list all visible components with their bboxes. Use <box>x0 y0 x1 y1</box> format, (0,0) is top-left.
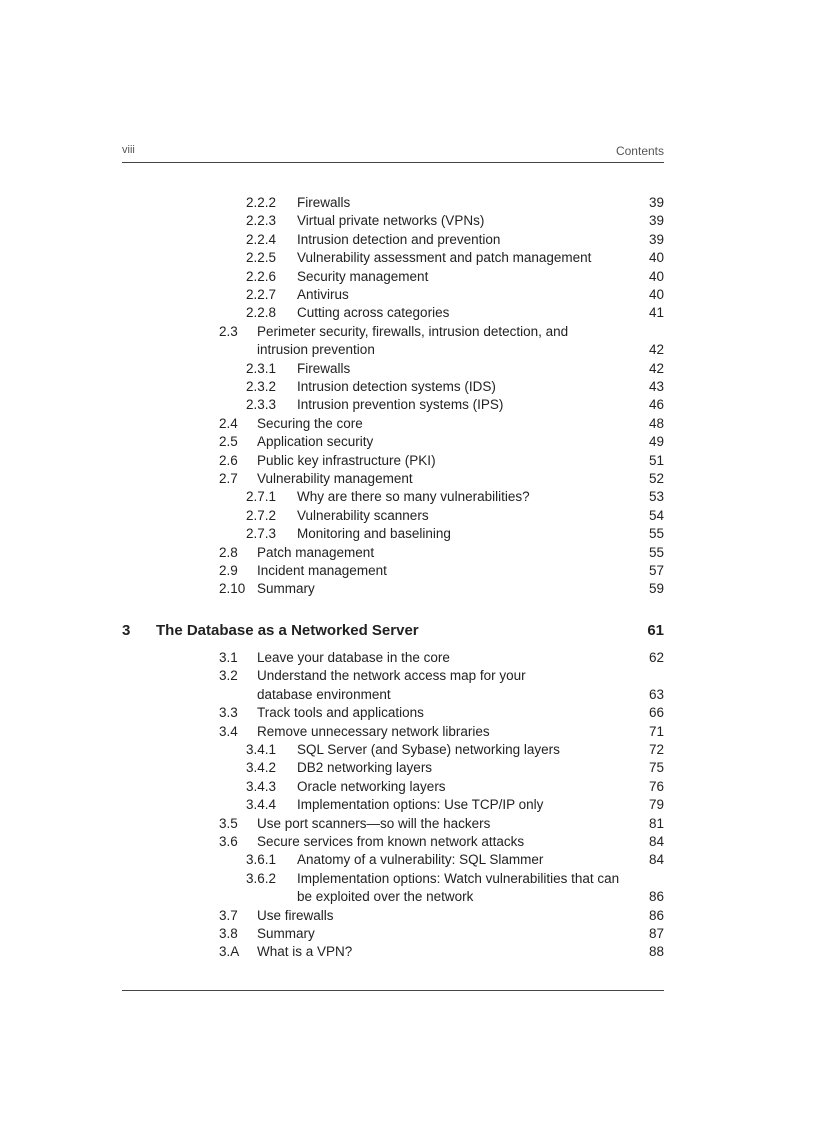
section-number: 3.8 <box>219 926 238 941</box>
section-number: 3.3 <box>219 705 238 721</box>
section-title: Cutting across categories <box>297 305 450 321</box>
section-number: 3.5 <box>219 815 238 831</box>
section-page: 81 <box>648 815 664 831</box>
section-title: Firewalls <box>297 360 351 376</box>
section-page <box>600 323 664 341</box>
section-page: 52 <box>648 471 664 486</box>
section-number: 2.2.4 <box>246 231 277 247</box>
section-number: 2.2.2 <box>246 195 277 210</box>
section-number: 2.2.7 <box>246 287 277 302</box>
section-page: 66 <box>648 705 664 721</box>
section-number: 2.2.8 <box>246 305 277 321</box>
section-page: 43 <box>648 379 664 394</box>
section-title: Public key infrastructure (PKI) <box>257 452 436 468</box>
section-page: 72 <box>648 742 664 757</box>
section-page: 62 <box>648 650 664 665</box>
section-number: 2.4 <box>219 415 238 431</box>
section-page: 59 <box>648 581 664 597</box>
section-number: 3.4.3 <box>246 778 277 794</box>
chapter-page: 61 <box>647 622 664 639</box>
section-title: Summary <box>257 926 315 941</box>
footer-rule <box>122 990 664 991</box>
section-number: 2.2.3 <box>246 213 277 229</box>
section-number: 2.7 <box>219 471 238 486</box>
section-page: 63 <box>648 686 664 702</box>
section-page: 71 <box>648 723 664 739</box>
section-title: Incident management <box>257 563 387 578</box>
section-page: 57 <box>648 563 664 578</box>
section-title: Remove unnecessary network libraries <box>257 723 490 739</box>
section-title: Intrusion detection and prevention <box>297 231 501 247</box>
chapter-heading[interactable] <box>122 621 664 641</box>
section-title: Anatomy of a vulnerability: SQL Slammer <box>297 852 544 868</box>
section-number: 3.6.2 <box>246 870 277 886</box>
section-number: 3.4.2 <box>246 760 277 776</box>
section-title: be exploited over the network <box>297 889 474 905</box>
section-number: 2.3.1 <box>246 360 277 376</box>
section-number: 2.5 <box>219 434 238 450</box>
section-number: 3.7 <box>219 907 238 923</box>
section-page: 40 <box>648 268 664 284</box>
section-number: 2.10 <box>219 581 246 597</box>
section-title: Secure services from known network attacks <box>257 834 525 849</box>
section-title: Vulnerability assessment and patch management <box>297 250 592 266</box>
section-page: 53 <box>648 489 664 505</box>
section-page: 42 <box>648 360 664 376</box>
section-number: 3.2 <box>219 668 238 684</box>
chapter-number: 3 <box>122 622 131 639</box>
section-title: What is a VPN? <box>257 944 353 960</box>
section-title: Leave your database in the core <box>257 650 450 665</box>
section-page <box>600 870 664 888</box>
section-page: 42 <box>648 342 664 358</box>
section-number: 2.7.2 <box>246 507 277 523</box>
section-number: 3.6 <box>219 834 238 849</box>
section-page: 41 <box>648 305 664 321</box>
section-number: 2.9 <box>219 563 238 578</box>
section-title: Track tools and applications <box>257 705 424 721</box>
section-page: 76 <box>648 778 664 794</box>
section-page <box>600 667 664 685</box>
section-page: 84 <box>648 852 664 868</box>
section-page: 86 <box>648 907 664 923</box>
section-title: Implementation options: Use TCP/IP only <box>297 797 544 813</box>
section-number: 3.4.1 <box>246 742 277 757</box>
section-number: 3.A <box>219 944 240 960</box>
section-page: 39 <box>648 195 664 210</box>
section-number: 2.3 <box>219 323 238 339</box>
section-title: Oracle networking layers <box>297 778 446 794</box>
section-page: 48 <box>648 415 664 431</box>
section-number: 2.6 <box>219 452 238 468</box>
section-title: intrusion prevention <box>257 342 375 358</box>
section-title: Implementation options: Watch vulnerabilities that can <box>297 870 620 886</box>
section-title: Intrusion detection systems (IDS) <box>297 379 496 394</box>
section-page: 46 <box>648 397 664 413</box>
section-page: 55 <box>648 526 664 542</box>
section-title: Application security <box>257 434 374 450</box>
section-title: Understand the network access map for your <box>257 668 526 684</box>
section-page: 86 <box>648 889 664 905</box>
section-number: 2.3.2 <box>246 379 277 394</box>
section-title: Use firewalls <box>257 907 334 923</box>
section-title: Securing the core <box>257 415 363 431</box>
running-header <box>122 144 664 160</box>
section-page: 49 <box>648 434 664 450</box>
section-title: Antivirus <box>297 287 349 302</box>
section-page: 54 <box>648 507 664 523</box>
section-page: 51 <box>648 452 664 468</box>
section-title: database environment <box>257 686 391 702</box>
section-title: DB2 networking layers <box>297 760 433 776</box>
section-number: 3.4.4 <box>246 797 277 813</box>
section-page: 40 <box>648 250 664 266</box>
section-title: Firewalls <box>297 195 351 210</box>
section-number: 2.7.3 <box>246 526 277 542</box>
section-page: 75 <box>648 760 664 776</box>
section-page: 55 <box>648 544 664 560</box>
section-page: 39 <box>648 231 664 247</box>
section-title: Why are there so many vulnerabilities? <box>297 489 530 505</box>
section-number: 2.8 <box>219 544 238 560</box>
section-page: 88 <box>648 944 664 960</box>
section-number: 2.7.1 <box>246 489 277 505</box>
section-page: 39 <box>648 213 664 229</box>
section-title: Security management <box>297 268 429 284</box>
chapter-title: The Database as a Networked Server <box>156 622 419 639</box>
section-number: 3.4 <box>219 723 238 739</box>
section-title: Vulnerability management <box>257 471 413 486</box>
section-number: 3.1 <box>219 650 238 665</box>
section-title: Virtual private networks (VPNs) <box>297 213 485 229</box>
section-number: 2.3.3 <box>246 397 277 413</box>
section-page: 84 <box>648 834 664 849</box>
section-title: Summary <box>257 581 315 597</box>
running-title: Contents <box>615 144 664 158</box>
section-page: 87 <box>648 926 664 941</box>
section-title: SQL Server (and Sybase) networking layers <box>297 742 560 757</box>
section-number: 2.2.6 <box>246 268 277 284</box>
section-page: 40 <box>648 287 664 302</box>
section-number: 3.6.1 <box>246 852 277 868</box>
page-number: viii <box>122 144 135 156</box>
section-page: 79 <box>648 797 664 813</box>
section-title: Patch management <box>257 544 375 560</box>
section-title: Monitoring and baselining <box>297 526 451 542</box>
header-rule <box>122 162 664 163</box>
section-title: Intrusion prevention systems (IPS) <box>297 397 504 413</box>
section-title: Use port scanners—so will the hackers <box>257 815 491 831</box>
section-title: Perimeter security, firewalls, intrusion detection, and <box>257 323 569 339</box>
section-number: 2.2.5 <box>246 250 277 266</box>
section-title: Vulnerability scanners <box>297 507 429 523</box>
